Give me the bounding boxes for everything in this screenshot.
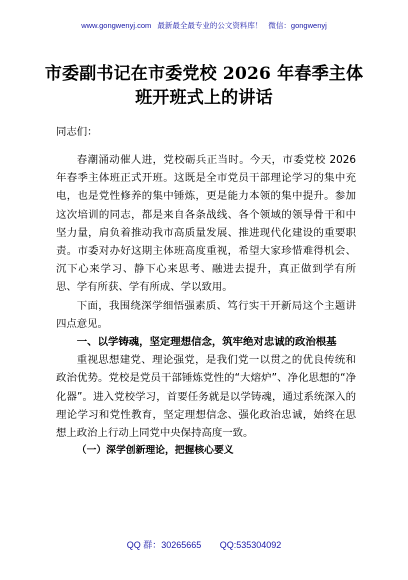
site-link[interactable]: www.gongwenyj.com bbox=[81, 21, 152, 30]
document-body bbox=[56, 151, 356, 460]
paragraph-2: 下面，我围绕深学细悟强素质、笃行实干开新局这个主题讲四点意见。 bbox=[56, 299, 356, 330]
document-title bbox=[40, 62, 368, 110]
title-line-2: 班开班式上的讲话 bbox=[135, 88, 273, 108]
paragraph-1: 春潮涌动催人进，党校砺兵正当时。今天，市委党校 2026 年春季主体班正式开班。这既是全市党员干部理论学习的集中充电，也是党性修养的集中锤炼，更是能力本领的集中提升。参加这次培训的同志，都是来自各条战线、各个领域的领导骨干和中坚力量，肩负着推动我市高质量发展、推进现代化建设的重要职责。市委对办好这期主体班高度重视，希望大家珍惜难得机会、沉下心来学习、静下心来思考、融进去提升，真正做到学有所思、学有所获、学有所成、学以致用。 bbox=[56, 154, 356, 294]
qq-group-text: QQ 群：30265665 bbox=[126, 540, 202, 550]
wechat-text: 微信：gongwenyj bbox=[268, 21, 327, 30]
qq-contact-text: QQ:535304092 bbox=[219, 540, 282, 550]
slogan-text: 最新最全最专业的公文资料库！ bbox=[157, 21, 263, 30]
paragraph-3: 重视思想建党、理论强党，是我们党一以贯之的优良传统和政治优势。党校是党员干部锤炼党性的“大熔炉”、净化思想的“净化器”。进入党校学习，首要任务就是以学铸魂，通过系统深入的理论学习和党性教育，坚定理想信念、强化政治忠诚，始终在思想上政治上行动上同党中央保持高度一致。 bbox=[56, 354, 356, 440]
section-heading-1: 一、以学铸魂，坚定理想信念，筑牢绝对忠诚的政治根基 bbox=[76, 336, 337, 349]
header-banner bbox=[0, 20, 408, 31]
title-line-1: 市委副书记在市委党校 2026 年春季主体 bbox=[44, 64, 364, 84]
greeting: 同志们： bbox=[56, 126, 98, 138]
subsection-heading-1: （一）深学创新理论，把握核心要义 bbox=[76, 445, 234, 457]
footer-banner bbox=[0, 538, 408, 551]
